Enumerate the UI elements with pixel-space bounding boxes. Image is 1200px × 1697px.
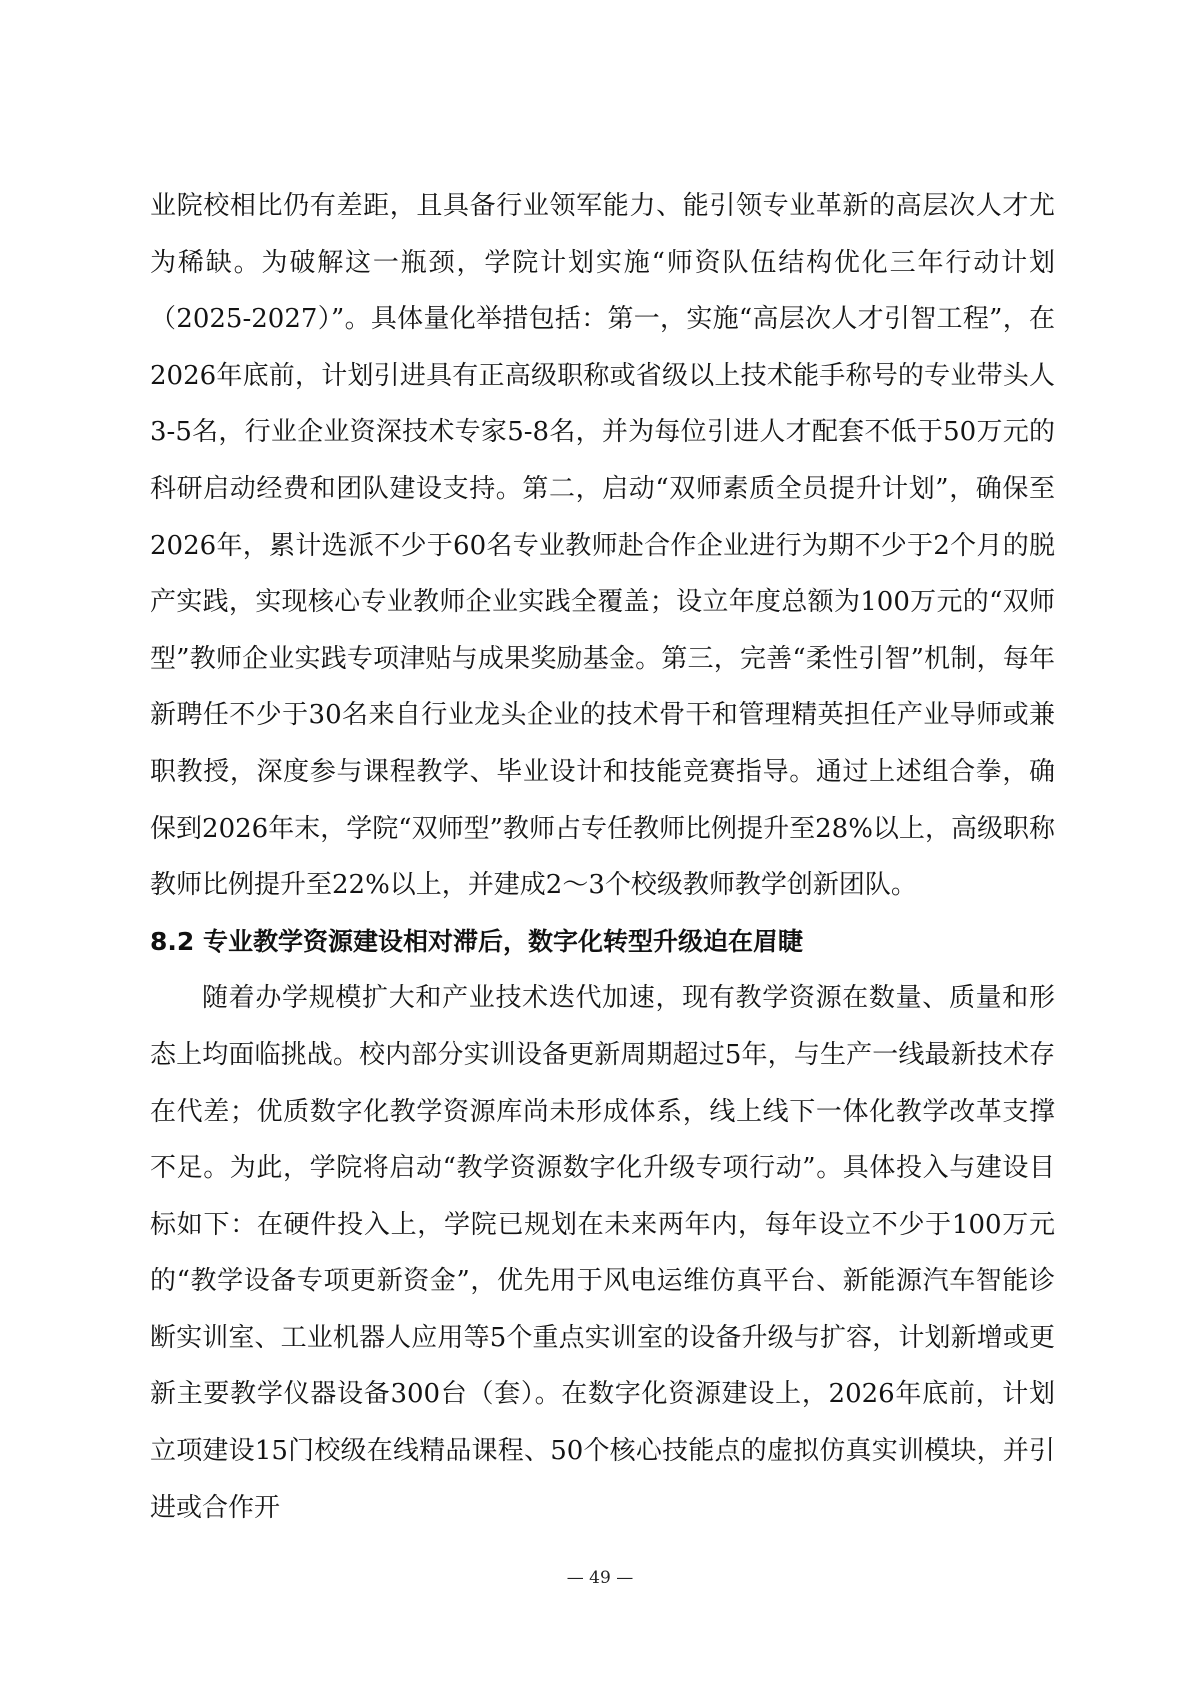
- page-content: [150, 178, 1055, 1536]
- body-paragraph-continued: 业院校相比仍有差距，且具备行业领军能力、能引领专业革新的高层次人才尤为稀缺。为破解这一瓶颈，学院计划实施“师资队伍结构优化三年行动计划（2025-2027）”。具体量化举措包括：第一，实施“高层次人才引智工程”，在2026年底前，计划引进具有正高级职称或省级以上技术能手称号的专业带头人3-5名，行业企业资深技术专家5-8名，并为每位引进人才配套不低于50万元的科研启动经费和团队建设支持。第二，启动“双师素质全员提升计划”，确保至2026年，累计选派不少于60名专业教师赴合作企业进行为期不少于2个月的脱产实践，实现核心专业教师企业实践全覆盖；设立年度总额为100万元的“双师型”教师企业实践专项津贴与成果奖励基金。第三，完善“柔性引智”机制，每年新聘任不少于30名来自行业龙头企业的技术骨干和管理精英担任产业导师或兼职教授，深度参与课程教学、毕业设计和技能竞赛指导。通过上述组合拳，确保到2026年末，学院“双师型”教师占专任教师比例提升至28%以上，高级职称教师比例提升至22%以上，并建成2～3个校级教师教学创新团队。: [150, 191, 1055, 901]
- body-paragraph-teaching-resources: 随着办学规模扩大和产业技术迭代加速，现有教学资源在数量、质量和形态上均面临挑战。校内部分实训设备更新周期超过5年，与生产一线最新技术存在代差；优质数字化教学资源库尚未形成体系，线上线下一体化教学改革支撑不足。为此，学院将启动“教学资源数字化升级专项行动”。具体投入与建设目标如下：在硬件投入上，学院已规划在未来两年内，每年设立不少于100万元的“教学设备专项更新资金”，优先用于风电运维仿真平台、新能源汽车智能诊断实训室、工业机器人应用等5个重点实训室的设备升级与扩容，计划新增或更新主要教学仪器设备300台（套）。在数字化资源建设上，2026年底前，计划立项建设15门校级在线精品课程、50个核心技能点的虚拟仿真实训模块，并引进或合作开: [150, 983, 1055, 1523]
- section-heading-8-2: 8.2 专业教学资源建设相对滞后，数字化转型升级迫在眉睫: [150, 926, 803, 956]
- page-number: — 49 —: [566, 1568, 634, 1588]
